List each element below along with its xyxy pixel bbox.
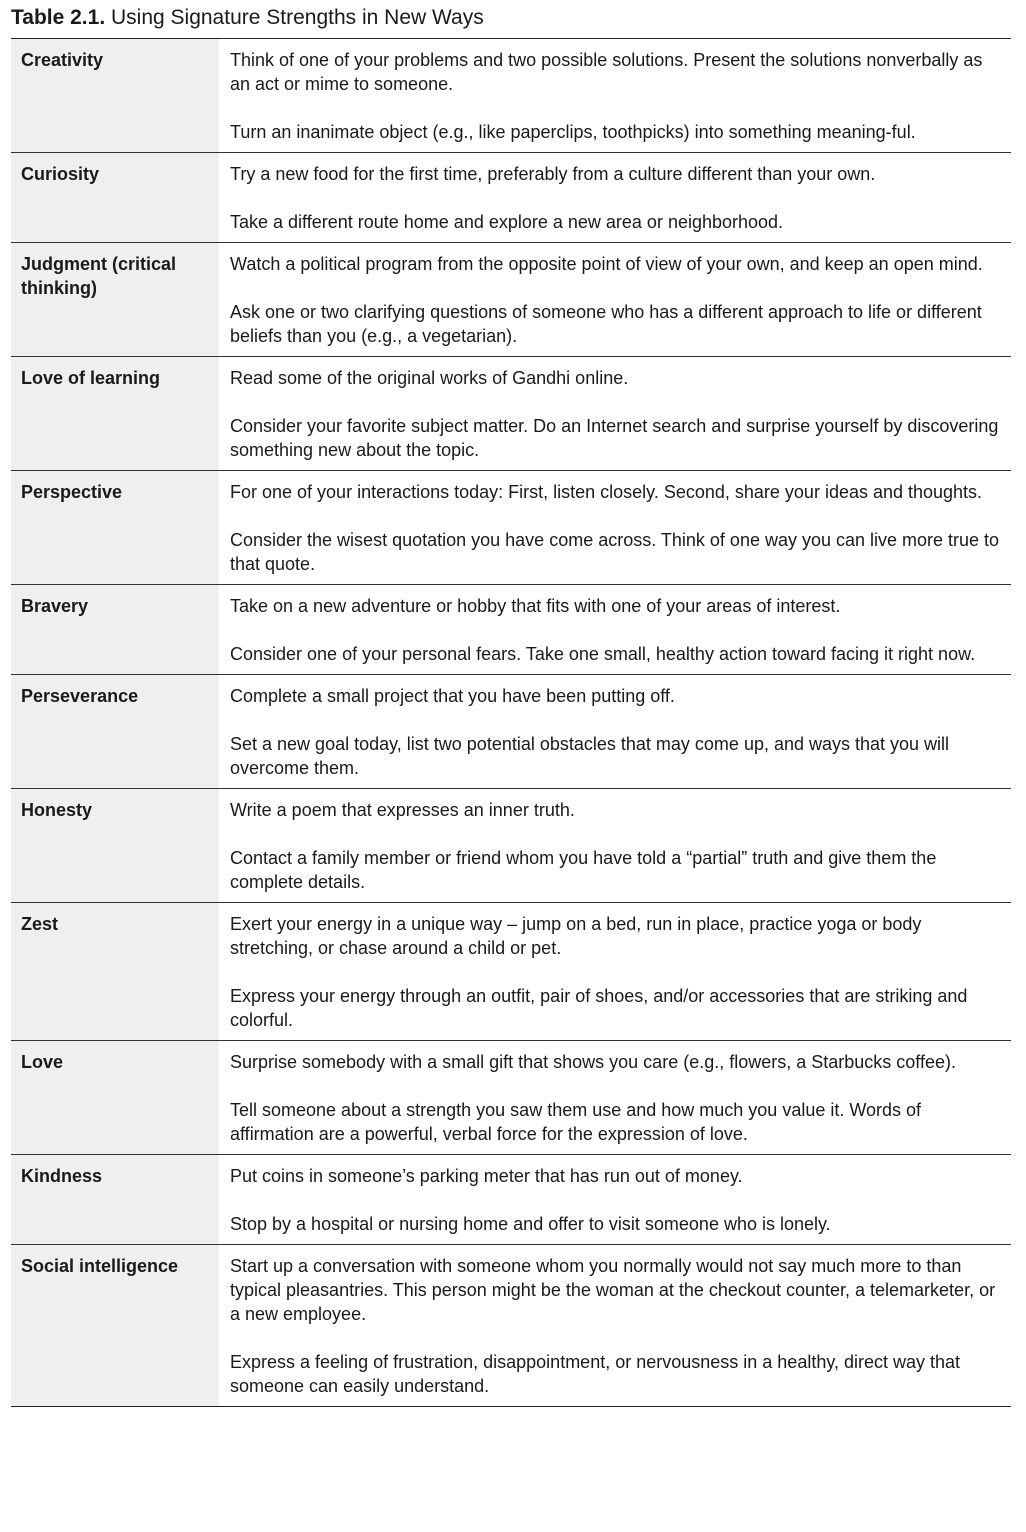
strength-name: Social intelligence bbox=[11, 1245, 219, 1406]
strength-ideas bbox=[219, 675, 1011, 788]
strength-ideas bbox=[219, 585, 1011, 674]
idea-text: Try a new food for the first time, preferably from a culture different than your own. bbox=[230, 164, 876, 184]
table-row-zest bbox=[11, 902, 1011, 1040]
table-row-honesty bbox=[11, 788, 1011, 902]
strength-ideas bbox=[219, 243, 1011, 356]
idea-text: Ask one or two clarifying questions of someone who has a different approach to life or different beliefs than you (e.g., a vegetarian). bbox=[230, 302, 982, 346]
table-row-social-intelligence bbox=[11, 1244, 1011, 1406]
table-row-perspective bbox=[11, 470, 1011, 584]
idea-text: Complete a small project that you have been putting off. bbox=[230, 686, 675, 706]
strength-ideas bbox=[219, 1041, 1011, 1154]
strength-name: Honesty bbox=[11, 789, 219, 902]
idea-text: Take a different route home and explore a new area or neighborhood. bbox=[230, 212, 784, 232]
strength-name: Bravery bbox=[11, 585, 219, 674]
strength-name: Zest bbox=[11, 903, 219, 1040]
strength-name: Love of learning bbox=[11, 357, 219, 470]
table-row-kindness bbox=[11, 1154, 1011, 1244]
strength-name: Creativity bbox=[11, 39, 219, 152]
strength-ideas bbox=[219, 39, 1011, 152]
table-row-creativity bbox=[11, 39, 1011, 152]
strength-name: Kindness bbox=[11, 1155, 219, 1244]
idea-text: Write a poem that expresses an inner truth. bbox=[230, 800, 575, 820]
idea-text: Start up a conversation with someone whom you normally would not say much more to than typical pleasantries. This person might be the woman at the checkout counter, a telemarketer, or a new employee. bbox=[230, 1256, 996, 1324]
table-caption bbox=[11, 2, 484, 34]
table-row-love bbox=[11, 1040, 1011, 1154]
idea-text: Put coins in someone’s parking meter that has run out of money. bbox=[230, 1166, 743, 1186]
strength-ideas bbox=[219, 1155, 1011, 1244]
idea-text: Set a new goal today, list two potential obstacles that may come up, and ways that you will overcome them. bbox=[230, 734, 950, 778]
strength-ideas bbox=[219, 1245, 1011, 1406]
idea-text: Consider one of your personal fears. Take one small, healthy action toward facing it right now. bbox=[230, 644, 976, 664]
idea-text: Contact a family member or friend whom you have told a “partial” truth and give them the complete details. bbox=[230, 848, 937, 892]
idea-text: Express a feeling of frustration, disappointment, or nervousness in a healthy, direct way that someone can easily understand. bbox=[230, 1352, 961, 1396]
idea-text: Express your energy through an outfit, pair of shoes, and/or accessories that are striking and colorful. bbox=[230, 986, 968, 1030]
idea-text: Think of one of your problems and two possible solutions. Present the solutions nonverbally as an act or mime to someone. bbox=[230, 50, 983, 94]
strength-ideas bbox=[219, 903, 1011, 1040]
idea-text: Read some of the original works of Gandhi online. bbox=[230, 368, 629, 388]
idea-text: Tell someone about a strength you saw them use and how much you value it. Words of affirmation are a powerful, verbal force for the expression of love. bbox=[230, 1100, 922, 1144]
idea-text: Exert your energy in a unique way – jump on a bed, run in place, practice yoga or body stretching, or chase around a child or pet. bbox=[230, 914, 922, 958]
strength-ideas bbox=[219, 471, 1011, 584]
table-row-curiosity bbox=[11, 152, 1011, 242]
idea-text: Consider the wisest quotation you have come across. Think of one way you can live more true to that quote. bbox=[230, 530, 1000, 574]
strength-name: Curiosity bbox=[11, 153, 219, 242]
idea-text: Take on a new adventure or hobby that fits with one of your areas of interest. bbox=[230, 596, 841, 616]
idea-text: Turn an inanimate object (e.g., like paperclips, toothpicks) into something meaning-ful. bbox=[230, 122, 916, 142]
strength-ideas bbox=[219, 789, 1011, 902]
idea-text: Consider your favorite subject matter. Do an Internet search and surprise yourself by discovering something new about the topic. bbox=[230, 416, 999, 460]
strength-name: Perspective bbox=[11, 471, 219, 584]
table-row-perseverance bbox=[11, 674, 1011, 788]
strength-name: Love bbox=[11, 1041, 219, 1154]
idea-text: Surprise somebody with a small gift that shows you care (e.g., flowers, a Starbucks coffee). bbox=[230, 1052, 956, 1072]
idea-text: Watch a political program from the opposite point of view of your own, and keep an open mind. bbox=[230, 254, 983, 274]
strength-ideas bbox=[219, 153, 1011, 242]
idea-text: Stop by a hospital or nursing home and offer to visit someone who is lonely. bbox=[230, 1214, 831, 1234]
table-row-bravery bbox=[11, 584, 1011, 674]
table-row-judgment bbox=[11, 242, 1011, 356]
strengths-table bbox=[11, 38, 1011, 1407]
strength-name: Judgment (critical thinking) bbox=[11, 243, 219, 356]
table-title: Using Signature Strengths in New Ways bbox=[111, 6, 484, 29]
strength-ideas bbox=[219, 357, 1011, 470]
strength-name: Perseverance bbox=[11, 675, 219, 788]
idea-text: For one of your interactions today: First, listen closely. Second, share your ideas and thoughts. bbox=[230, 482, 983, 502]
table-row-love-of-learning bbox=[11, 356, 1011, 470]
table-number: Table 2.1. bbox=[11, 6, 106, 29]
